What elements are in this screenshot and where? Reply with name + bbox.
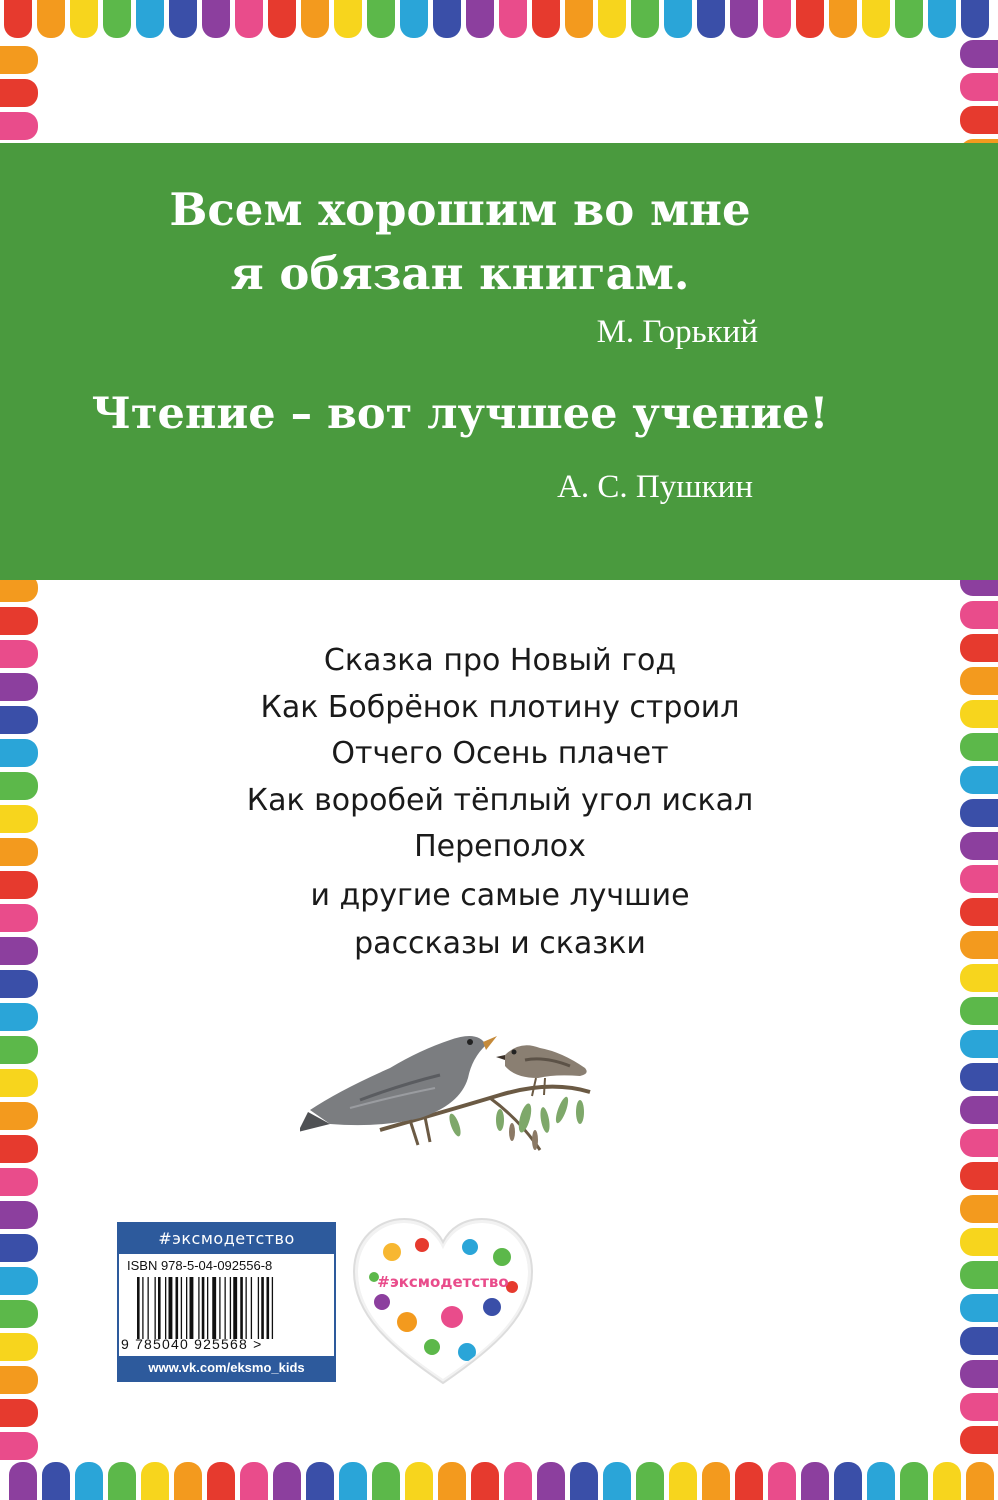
vk-url: www.vk.com/eksmo_kids [119,1356,334,1380]
border-tile [960,1162,998,1190]
barcode-bar [186,1277,187,1339]
border-tile [0,1003,38,1031]
border-tile [0,1201,38,1229]
border-tile [763,0,791,38]
border-tile [867,1462,895,1500]
barcode-bar [251,1277,252,1339]
barcode-bar [190,1277,194,1339]
border-tile [966,1462,994,1500]
border-tile [961,0,989,38]
more-line: рассказы и сказки [354,926,646,961]
barcode-bar [258,1277,259,1339]
quote-gorky-line1: Всем хорошим во мне [169,183,751,236]
border-tile [235,0,263,38]
border-tile [433,0,461,38]
barcode-bar [198,1277,199,1339]
barcode-bar [158,1277,161,1339]
border-tile [466,0,494,38]
eksmo-heart-logo [352,1217,534,1387]
border-tile [37,0,65,38]
border-tile [960,832,998,860]
border-tile [0,1432,38,1460]
border-tile [0,937,38,965]
border-tile [0,1036,38,1064]
border-tile [537,1462,565,1500]
border-tile [960,106,998,134]
barcode-bar [148,1277,149,1339]
border-tile [960,1195,998,1223]
barcode-panel [117,1222,336,1382]
barcode-digits: 9 785040 925568 > [121,1336,263,1352]
barcode-bar [261,1277,264,1339]
border-tile [0,1399,38,1427]
barcode-bar [169,1277,173,1339]
border-tile [372,1462,400,1500]
author-gorky: М. Горький [596,314,758,350]
barcode-bars [135,1277,325,1339]
border-tile [801,1462,829,1500]
border-tile [960,1096,998,1124]
barcode-bar [225,1277,226,1339]
border-tile [960,1129,998,1157]
border-tile [0,640,38,668]
barcode-bar [240,1277,243,1339]
border-tile [75,1462,103,1500]
border-tile [862,0,890,38]
border-tile [202,0,230,38]
border-tile [960,73,998,101]
border-tile [70,0,98,38]
barcode-bar [176,1277,179,1339]
story-title: Как воробей тёплый угол искал [246,782,754,818]
border-tile [339,1462,367,1500]
border-tile [960,898,998,926]
barcode-bar [142,1277,143,1339]
border-tile [960,1228,998,1256]
border-tile [0,1300,38,1328]
border-tile [631,0,659,38]
border-tile [570,1462,598,1500]
border-tile [471,1462,499,1500]
border-tile [664,0,692,38]
border-tile [0,772,38,800]
border-tile [141,1462,169,1500]
border-tile [0,1069,38,1097]
barcode-bar [155,1277,156,1339]
border-tile [0,1234,38,1262]
story-title: Сказка про Новый год [323,643,677,678]
border-tile [960,1063,998,1091]
border-tile [960,1294,998,1322]
barcode-bar [181,1277,182,1339]
border-tile [405,1462,433,1500]
quote-gorky [0,178,920,306]
border-tile [0,904,38,932]
border-tile [207,1462,235,1500]
border-tile [0,1333,38,1361]
border-tile [834,1462,862,1500]
border-tile [900,1462,928,1500]
border-tile [0,739,38,767]
border-tile [603,1462,631,1500]
border-tile [9,1462,37,1500]
barcode-bar [246,1277,247,1339]
border-tile [960,1426,998,1454]
border-tile [636,1462,664,1500]
border-tile [306,1462,334,1500]
border-tile [103,0,131,38]
barcode-bar [233,1277,237,1339]
border-tile [598,0,626,38]
story-title: Отчего Осень плачет [331,736,669,771]
border-tile [960,601,998,629]
border-tile [0,1366,38,1394]
border-tile [438,1462,466,1500]
border-tile [0,112,38,140]
border-tile [108,1462,136,1500]
barcode-bar [202,1277,205,1339]
barcode-bar [230,1277,231,1339]
isbn-text: ISBN 978-5-04-092556-8 [127,1258,273,1273]
border-tile [0,46,38,74]
barcode-bar [267,1277,270,1339]
border-tile [0,871,38,899]
border-tile [960,40,998,68]
border-tile [367,0,395,38]
quote-band [0,143,998,580]
border-tile [0,970,38,998]
border-tile [895,0,923,38]
border-tile [768,1462,796,1500]
birds-illustration [300,1000,600,1175]
border-tile [960,865,998,893]
border-tile [400,0,428,38]
border-tile [796,0,824,38]
border-tile [0,1102,38,1130]
border-tile [730,0,758,38]
border-tile [268,0,296,38]
border-tile [0,706,38,734]
barcode-hashtag: #эксмодетство [119,1224,334,1254]
border-tile [301,0,329,38]
border-tile [4,0,32,38]
border-tile [960,766,998,794]
border-tile [697,0,725,38]
border-tile [829,0,857,38]
border-tile [960,1393,998,1421]
border-tile [532,0,560,38]
quote-gorky-line2: я обязан книгам. [230,247,690,300]
border-tile [42,1462,70,1500]
border-tile [960,964,998,992]
more-line: и другие самые лучшие [310,878,690,913]
border-tile [960,700,998,728]
border-tile [960,733,998,761]
border-tile [0,607,38,635]
quote-pushkin: Чтение – вот лучшее учение! [91,389,829,439]
heart-hashtag: #эксмодетство [377,1273,509,1291]
barcode-bar [219,1277,220,1339]
story-list [150,638,850,871]
border-tile [960,997,998,1025]
border-tile [273,1462,301,1500]
border-tile [136,0,164,38]
barcode-bar [212,1277,216,1339]
border-tile [669,1462,697,1500]
story-title: Как Бобрёнок плотину строил [260,689,740,725]
border-tile [960,667,998,695]
border-tile [0,805,38,833]
border-tile [960,634,998,662]
border-tile [928,0,956,38]
author-pushkin: А. С. Пушкин [557,469,753,505]
border-tile [960,1030,998,1058]
border-tile [960,1360,998,1388]
border-tile [702,1462,730,1500]
border-tile [504,1462,532,1500]
border-tile [174,1462,202,1500]
border-tile [0,1135,38,1163]
border-tile [0,1168,38,1196]
barcode-bar [272,1277,273,1339]
border-tile [933,1462,961,1500]
border-tile [960,799,998,827]
more-stories-note [150,872,850,968]
barcode-bar [165,1277,166,1339]
border-tile [0,1267,38,1295]
border-tile [0,673,38,701]
barcode-bar [137,1277,140,1339]
story-title: Переполох [414,829,586,864]
border-tile [565,0,593,38]
barcode-bar [207,1277,208,1339]
border-tile [960,931,998,959]
border-tile [0,79,38,107]
border-tile [499,0,527,38]
border-tile [334,0,362,38]
border-tile [240,1462,268,1500]
border-tile [169,0,197,38]
border-tile [960,1261,998,1289]
border-tile [0,838,38,866]
border-tile [735,1462,763,1500]
border-tile [960,1327,998,1355]
